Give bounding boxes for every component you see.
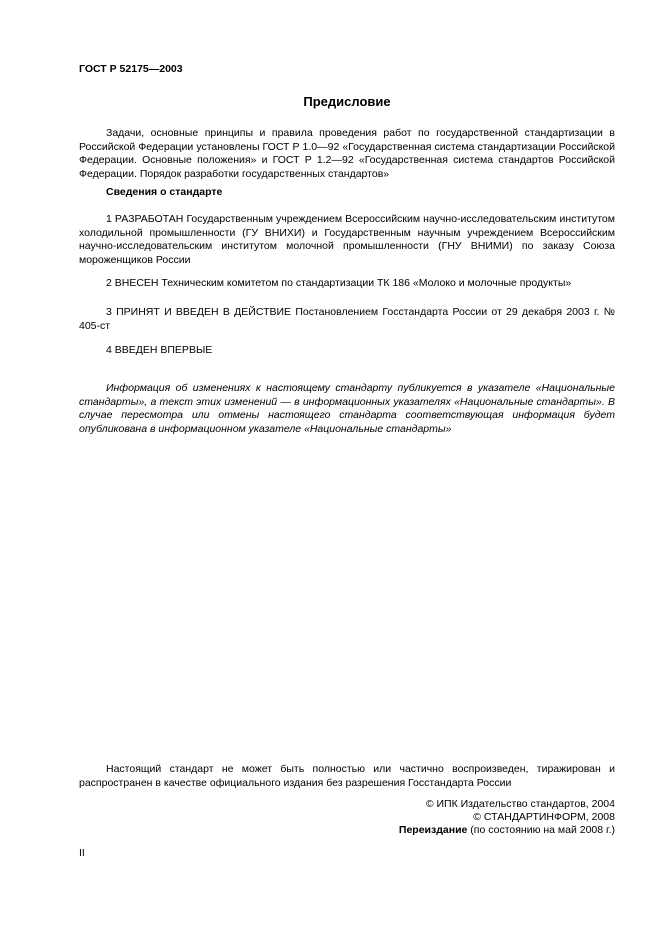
reissue-note: (по состоянию на май 2008 г.)	[467, 824, 615, 836]
document-code: ГОСТ Р 52175—2003	[79, 63, 183, 75]
standard-info-item-4: 4 ВВЕДЕН ВПЕРВЫЕ	[106, 344, 213, 356]
standard-info-item-3: 3 ПРИНЯТ И ВВЕДЕН В ДЕЙСТВИЕ Постановлением Госстандарта России от 29 декабря 2003 г. № 405-ст	[79, 306, 615, 332]
page-title: Предисловие	[303, 94, 391, 109]
standard-info-item-2: 2 ВНЕСЕН Техническим комитетом по стандартизации ТК 186 «Молоко и молочные продукты»	[106, 277, 572, 289]
copyright-line-1: © ИПК Издательство стандартов, 2004	[425, 798, 615, 810]
rights-notice: Настоящий стандарт не может быть полностью или частично воспроизведен, тиражирован и распространен в качестве официального издания без разрешения Госстандарта России	[79, 763, 615, 789]
copyright-line-2: © СТАНДАРТИНФОРМ, 2008	[473, 811, 615, 823]
change-info-paragraph: Информация об изменениях к настоящему стандарту публикуется в указателе «Национальные стандарты», а текст этих изменений — в информационных указателях «Национальные стандарты». В случае пересмотра или отмены настоящего стандарта соответствующая информация будет опубликована в информационном указателе «Национальные стандарты»	[79, 382, 615, 435]
standard-info-item-1: 1 РАЗРАБОТАН Государственным учреждением Всероссийским научно-исследовательским институтом холодильной промышленности (ГУ ВНИХИ) и Государственным научным учреждением Всероссийским научно-исследовательским институтом молочной промышленности (ГНУ ВНИМИ) по заказу Союза мороженщиков России	[79, 213, 615, 266]
reissue-label: Переиздание	[398, 824, 468, 836]
standard-info-heading: Сведения о стандарте	[106, 186, 223, 198]
page-number: II	[79, 847, 85, 859]
reissue-line	[399, 824, 615, 838]
intro-paragraph: Задачи, основные принципы и правила проведения работ по государственной стандартизации в Российской Федерации установлены ГОСТ Р 1.0—92 «Государственная система стандартизации Российской Федерации. Основные положения» и ГОСТ Р 1.2—92 «Государственная система стандартов Российской Федерации. Порядок разработки государственных стандартов»	[79, 127, 615, 180]
